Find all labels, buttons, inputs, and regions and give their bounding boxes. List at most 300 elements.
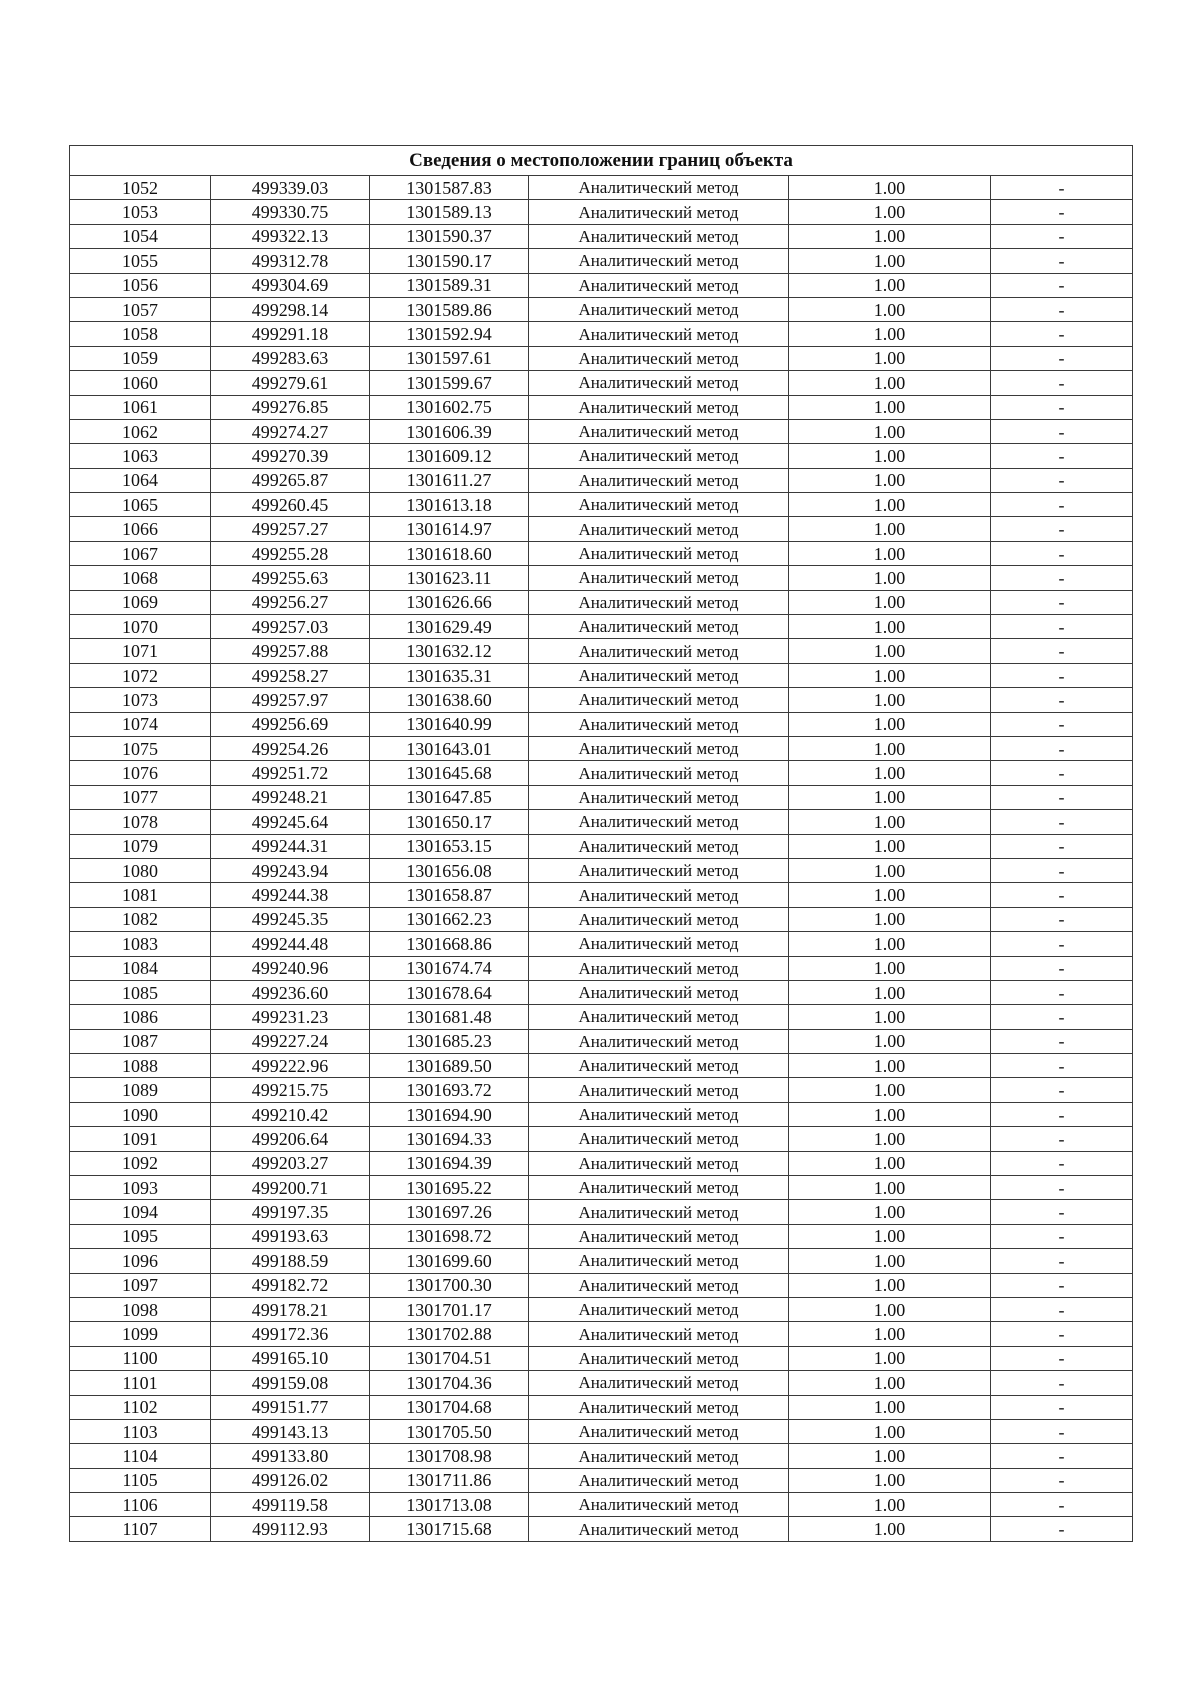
y-coordinate-cell: 1301638.60 bbox=[370, 688, 529, 712]
x-coordinate-cell: 499222.96 bbox=[211, 1054, 370, 1078]
x-coordinate-cell: 499200.71 bbox=[211, 1176, 370, 1200]
description-cell: - bbox=[991, 419, 1133, 443]
point-number-cell: 1057 bbox=[70, 297, 211, 321]
determination-method-cell: Аналитический метод bbox=[529, 566, 789, 590]
table-row bbox=[70, 1493, 1133, 1517]
description-cell: - bbox=[991, 1224, 1133, 1248]
description-cell: - bbox=[991, 1395, 1133, 1419]
accuracy-value-cell: 1.00 bbox=[789, 493, 991, 517]
description-cell: - bbox=[991, 761, 1133, 785]
table-row bbox=[70, 858, 1133, 882]
description-cell: - bbox=[991, 932, 1133, 956]
point-number-cell: 1067 bbox=[70, 541, 211, 565]
accuracy-value-cell: 1.00 bbox=[789, 1224, 991, 1248]
determination-method-cell: Аналитический метод bbox=[529, 1468, 789, 1492]
table-row bbox=[70, 419, 1133, 443]
table-row bbox=[70, 1371, 1133, 1395]
point-number-cell: 1061 bbox=[70, 395, 211, 419]
determination-method-cell: Аналитический метод bbox=[529, 688, 789, 712]
accuracy-value-cell: 1.00 bbox=[789, 712, 991, 736]
point-number-cell: 1107 bbox=[70, 1517, 211, 1541]
determination-method-cell: Аналитический метод bbox=[529, 761, 789, 785]
point-number-cell: 1076 bbox=[70, 761, 211, 785]
x-coordinate-cell: 499339.03 bbox=[211, 176, 370, 200]
table-row bbox=[70, 932, 1133, 956]
table-row bbox=[70, 712, 1133, 736]
table-row bbox=[70, 297, 1133, 321]
x-coordinate-cell: 499126.02 bbox=[211, 1468, 370, 1492]
description-cell: - bbox=[991, 1200, 1133, 1224]
x-coordinate-cell: 499231.23 bbox=[211, 1005, 370, 1029]
accuracy-value-cell: 1.00 bbox=[789, 1444, 991, 1468]
point-number-cell: 1086 bbox=[70, 1005, 211, 1029]
table-row bbox=[70, 1029, 1133, 1053]
description-cell: - bbox=[991, 1249, 1133, 1273]
y-coordinate-cell: 1301597.61 bbox=[370, 346, 529, 370]
description-cell: - bbox=[991, 200, 1133, 224]
table-row bbox=[70, 834, 1133, 858]
x-coordinate-cell: 499178.21 bbox=[211, 1297, 370, 1321]
point-number-cell: 1069 bbox=[70, 590, 211, 614]
x-coordinate-cell: 499256.69 bbox=[211, 712, 370, 736]
point-number-cell: 1063 bbox=[70, 444, 211, 468]
determination-method-cell: Аналитический метод bbox=[529, 1346, 789, 1370]
point-number-cell: 1083 bbox=[70, 932, 211, 956]
point-number-cell: 1066 bbox=[70, 517, 211, 541]
description-cell: - bbox=[991, 566, 1133, 590]
determination-method-cell: Аналитический метод bbox=[529, 639, 789, 663]
determination-method-cell: Аналитический метод bbox=[529, 1493, 789, 1517]
accuracy-value-cell: 1.00 bbox=[789, 566, 991, 590]
point-number-cell: 1103 bbox=[70, 1419, 211, 1443]
point-number-cell: 1070 bbox=[70, 615, 211, 639]
y-coordinate-cell: 1301711.86 bbox=[370, 1468, 529, 1492]
determination-method-cell: Аналитический метод bbox=[529, 932, 789, 956]
y-coordinate-cell: 1301713.08 bbox=[370, 1493, 529, 1517]
table-row bbox=[70, 1297, 1133, 1321]
point-number-cell: 1068 bbox=[70, 566, 211, 590]
x-coordinate-cell: 499248.21 bbox=[211, 785, 370, 809]
point-number-cell: 1089 bbox=[70, 1078, 211, 1102]
x-coordinate-cell: 499260.45 bbox=[211, 493, 370, 517]
y-coordinate-cell: 1301609.12 bbox=[370, 444, 529, 468]
x-coordinate-cell: 499265.87 bbox=[211, 468, 370, 492]
accuracy-value-cell: 1.00 bbox=[789, 663, 991, 687]
x-coordinate-cell: 499172.36 bbox=[211, 1322, 370, 1346]
accuracy-value-cell: 1.00 bbox=[789, 419, 991, 443]
point-number-cell: 1106 bbox=[70, 1493, 211, 1517]
y-coordinate-cell: 1301589.31 bbox=[370, 273, 529, 297]
description-cell: - bbox=[991, 224, 1133, 248]
table-row bbox=[70, 273, 1133, 297]
description-cell: - bbox=[991, 176, 1133, 200]
point-number-cell: 1053 bbox=[70, 200, 211, 224]
table-row bbox=[70, 639, 1133, 663]
y-coordinate-cell: 1301645.68 bbox=[370, 761, 529, 785]
accuracy-value-cell: 1.00 bbox=[789, 1273, 991, 1297]
description-cell: - bbox=[991, 322, 1133, 346]
y-coordinate-cell: 1301602.75 bbox=[370, 395, 529, 419]
table-row bbox=[70, 1517, 1133, 1541]
x-coordinate-cell: 499283.63 bbox=[211, 346, 370, 370]
accuracy-value-cell: 1.00 bbox=[789, 858, 991, 882]
x-coordinate-cell: 499159.08 bbox=[211, 1371, 370, 1395]
accuracy-value-cell: 1.00 bbox=[789, 371, 991, 395]
description-cell: - bbox=[991, 736, 1133, 760]
x-coordinate-cell: 499257.97 bbox=[211, 688, 370, 712]
description-cell: - bbox=[991, 688, 1133, 712]
table-row bbox=[70, 468, 1133, 492]
x-coordinate-cell: 499298.14 bbox=[211, 297, 370, 321]
accuracy-value-cell: 1.00 bbox=[789, 736, 991, 760]
table-row bbox=[70, 1224, 1133, 1248]
accuracy-value-cell: 1.00 bbox=[789, 1249, 991, 1273]
description-cell: - bbox=[991, 395, 1133, 419]
y-coordinate-cell: 1301662.23 bbox=[370, 907, 529, 931]
determination-method-cell: Аналитический метод bbox=[529, 517, 789, 541]
x-coordinate-cell: 499243.94 bbox=[211, 858, 370, 882]
table-row bbox=[70, 615, 1133, 639]
accuracy-value-cell: 1.00 bbox=[789, 273, 991, 297]
determination-method-cell: Аналитический метод bbox=[529, 322, 789, 346]
table-row bbox=[70, 1176, 1133, 1200]
x-coordinate-cell: 499210.42 bbox=[211, 1102, 370, 1126]
determination-method-cell: Аналитический метод bbox=[529, 858, 789, 882]
description-cell: - bbox=[991, 468, 1133, 492]
table-row bbox=[70, 224, 1133, 248]
determination-method-cell: Аналитический метод bbox=[529, 1102, 789, 1126]
x-coordinate-cell: 499304.69 bbox=[211, 273, 370, 297]
accuracy-value-cell: 1.00 bbox=[789, 761, 991, 785]
accuracy-value-cell: 1.00 bbox=[789, 1029, 991, 1053]
x-coordinate-cell: 499322.13 bbox=[211, 224, 370, 248]
accuracy-value-cell: 1.00 bbox=[789, 297, 991, 321]
x-coordinate-cell: 499257.27 bbox=[211, 517, 370, 541]
x-coordinate-cell: 499312.78 bbox=[211, 249, 370, 273]
accuracy-value-cell: 1.00 bbox=[789, 1468, 991, 1492]
table-row bbox=[70, 1078, 1133, 1102]
accuracy-value-cell: 1.00 bbox=[789, 1054, 991, 1078]
x-coordinate-cell: 499203.27 bbox=[211, 1151, 370, 1175]
table-row bbox=[70, 566, 1133, 590]
accuracy-value-cell: 1.00 bbox=[789, 1419, 991, 1443]
y-coordinate-cell: 1301650.17 bbox=[370, 810, 529, 834]
determination-method-cell: Аналитический метод bbox=[529, 736, 789, 760]
accuracy-value-cell: 1.00 bbox=[789, 444, 991, 468]
table-row bbox=[70, 883, 1133, 907]
point-number-cell: 1052 bbox=[70, 176, 211, 200]
accuracy-value-cell: 1.00 bbox=[789, 1371, 991, 1395]
x-coordinate-cell: 499193.63 bbox=[211, 1224, 370, 1248]
y-coordinate-cell: 1301700.30 bbox=[370, 1273, 529, 1297]
determination-method-cell: Аналитический метод bbox=[529, 1371, 789, 1395]
determination-method-cell: Аналитический метод bbox=[529, 1322, 789, 1346]
description-cell: - bbox=[991, 907, 1133, 931]
y-coordinate-cell: 1301653.15 bbox=[370, 834, 529, 858]
description-cell: - bbox=[991, 371, 1133, 395]
determination-method-cell: Аналитический метод bbox=[529, 883, 789, 907]
accuracy-value-cell: 1.00 bbox=[789, 639, 991, 663]
description-cell: - bbox=[991, 1444, 1133, 1468]
accuracy-value-cell: 1.00 bbox=[789, 1346, 991, 1370]
accuracy-value-cell: 1.00 bbox=[789, 1297, 991, 1321]
y-coordinate-cell: 1301705.50 bbox=[370, 1419, 529, 1443]
x-coordinate-cell: 499257.03 bbox=[211, 615, 370, 639]
table-row bbox=[70, 980, 1133, 1004]
point-number-cell: 1054 bbox=[70, 224, 211, 248]
determination-method-cell: Аналитический метод bbox=[529, 785, 789, 809]
determination-method-cell: Аналитический метод bbox=[529, 1224, 789, 1248]
point-number-cell: 1094 bbox=[70, 1200, 211, 1224]
determination-method-cell: Аналитический метод bbox=[529, 1176, 789, 1200]
determination-method-cell: Аналитический метод bbox=[529, 541, 789, 565]
accuracy-value-cell: 1.00 bbox=[789, 1176, 991, 1200]
accuracy-value-cell: 1.00 bbox=[789, 249, 991, 273]
y-coordinate-cell: 1301643.01 bbox=[370, 736, 529, 760]
x-coordinate-cell: 499274.27 bbox=[211, 419, 370, 443]
table-row bbox=[70, 1127, 1133, 1151]
determination-method-cell: Аналитический метод bbox=[529, 615, 789, 639]
point-number-cell: 1101 bbox=[70, 1371, 211, 1395]
x-coordinate-cell: 499270.39 bbox=[211, 444, 370, 468]
determination-method-cell: Аналитический метод bbox=[529, 371, 789, 395]
y-coordinate-cell: 1301592.94 bbox=[370, 322, 529, 346]
x-coordinate-cell: 499133.80 bbox=[211, 1444, 370, 1468]
description-cell: - bbox=[991, 810, 1133, 834]
y-coordinate-cell: 1301708.98 bbox=[370, 1444, 529, 1468]
accuracy-value-cell: 1.00 bbox=[789, 200, 991, 224]
point-number-cell: 1082 bbox=[70, 907, 211, 931]
table-row bbox=[70, 590, 1133, 614]
x-coordinate-cell: 499254.26 bbox=[211, 736, 370, 760]
point-number-cell: 1097 bbox=[70, 1273, 211, 1297]
accuracy-value-cell: 1.00 bbox=[789, 1151, 991, 1175]
table-row bbox=[70, 1200, 1133, 1224]
accuracy-value-cell: 1.00 bbox=[789, 688, 991, 712]
description-cell: - bbox=[991, 249, 1133, 273]
point-number-cell: 1093 bbox=[70, 1176, 211, 1200]
description-cell: - bbox=[991, 1322, 1133, 1346]
y-coordinate-cell: 1301699.60 bbox=[370, 1249, 529, 1273]
x-coordinate-cell: 499165.10 bbox=[211, 1346, 370, 1370]
table-title: Сведения о местоположении границ объекта bbox=[70, 146, 1133, 176]
determination-method-cell: Аналитический метод bbox=[529, 1078, 789, 1102]
y-coordinate-cell: 1301701.17 bbox=[370, 1297, 529, 1321]
accuracy-value-cell: 1.00 bbox=[789, 322, 991, 346]
determination-method-cell: Аналитический метод bbox=[529, 444, 789, 468]
y-coordinate-cell: 1301587.83 bbox=[370, 176, 529, 200]
y-coordinate-cell: 1301611.27 bbox=[370, 468, 529, 492]
determination-method-cell: Аналитический метод bbox=[529, 1054, 789, 1078]
point-number-cell: 1071 bbox=[70, 639, 211, 663]
x-coordinate-cell: 499330.75 bbox=[211, 200, 370, 224]
point-number-cell: 1098 bbox=[70, 1297, 211, 1321]
table-row bbox=[70, 371, 1133, 395]
x-coordinate-cell: 499119.58 bbox=[211, 1493, 370, 1517]
description-cell: - bbox=[991, 297, 1133, 321]
x-coordinate-cell: 499244.38 bbox=[211, 883, 370, 907]
determination-method-cell: Аналитический метод bbox=[529, 1273, 789, 1297]
accuracy-value-cell: 1.00 bbox=[789, 1102, 991, 1126]
accuracy-value-cell: 1.00 bbox=[789, 541, 991, 565]
determination-method-cell: Аналитический метод bbox=[529, 1297, 789, 1321]
table-row bbox=[70, 1054, 1133, 1078]
x-coordinate-cell: 499197.35 bbox=[211, 1200, 370, 1224]
y-coordinate-cell: 1301658.87 bbox=[370, 883, 529, 907]
x-coordinate-cell: 499256.27 bbox=[211, 590, 370, 614]
accuracy-value-cell: 1.00 bbox=[789, 810, 991, 834]
point-number-cell: 1092 bbox=[70, 1151, 211, 1175]
y-coordinate-cell: 1301626.66 bbox=[370, 590, 529, 614]
point-number-cell: 1084 bbox=[70, 956, 211, 980]
point-number-cell: 1085 bbox=[70, 980, 211, 1004]
description-cell: - bbox=[991, 1273, 1133, 1297]
description-cell: - bbox=[991, 541, 1133, 565]
y-coordinate-cell: 1301647.85 bbox=[370, 785, 529, 809]
description-cell: - bbox=[991, 1151, 1133, 1175]
table-row bbox=[70, 810, 1133, 834]
x-coordinate-cell: 499245.64 bbox=[211, 810, 370, 834]
point-number-cell: 1104 bbox=[70, 1444, 211, 1468]
accuracy-value-cell: 1.00 bbox=[789, 883, 991, 907]
x-coordinate-cell: 499188.59 bbox=[211, 1249, 370, 1273]
table-row bbox=[70, 1395, 1133, 1419]
x-coordinate-cell: 499244.31 bbox=[211, 834, 370, 858]
accuracy-value-cell: 1.00 bbox=[789, 468, 991, 492]
x-coordinate-cell: 499236.60 bbox=[211, 980, 370, 1004]
table-title-row bbox=[70, 146, 1133, 176]
x-coordinate-cell: 499291.18 bbox=[211, 322, 370, 346]
y-coordinate-cell: 1301614.97 bbox=[370, 517, 529, 541]
determination-method-cell: Аналитический метод bbox=[529, 176, 789, 200]
description-cell: - bbox=[991, 1517, 1133, 1541]
point-number-cell: 1058 bbox=[70, 322, 211, 346]
y-coordinate-cell: 1301702.88 bbox=[370, 1322, 529, 1346]
y-coordinate-cell: 1301629.49 bbox=[370, 615, 529, 639]
y-coordinate-cell: 1301695.22 bbox=[370, 1176, 529, 1200]
table-row bbox=[70, 1322, 1133, 1346]
determination-method-cell: Аналитический метод bbox=[529, 1517, 789, 1541]
determination-method-cell: Аналитический метод bbox=[529, 1200, 789, 1224]
table-row bbox=[70, 200, 1133, 224]
point-number-cell: 1105 bbox=[70, 1468, 211, 1492]
description-cell: - bbox=[991, 1346, 1133, 1370]
x-coordinate-cell: 499215.75 bbox=[211, 1078, 370, 1102]
description-cell: - bbox=[991, 663, 1133, 687]
y-coordinate-cell: 1301590.37 bbox=[370, 224, 529, 248]
description-cell: - bbox=[991, 639, 1133, 663]
table-row bbox=[70, 1273, 1133, 1297]
point-number-cell: 1088 bbox=[70, 1054, 211, 1078]
y-coordinate-cell: 1301668.86 bbox=[370, 932, 529, 956]
determination-method-cell: Аналитический метод bbox=[529, 956, 789, 980]
determination-method-cell: Аналитический метод bbox=[529, 810, 789, 834]
point-number-cell: 1087 bbox=[70, 1029, 211, 1053]
description-cell: - bbox=[991, 1419, 1133, 1443]
description-cell: - bbox=[991, 1029, 1133, 1053]
determination-method-cell: Аналитический метод bbox=[529, 1419, 789, 1443]
description-cell: - bbox=[991, 273, 1133, 297]
x-coordinate-cell: 499276.85 bbox=[211, 395, 370, 419]
accuracy-value-cell: 1.00 bbox=[789, 834, 991, 858]
determination-method-cell: Аналитический метод bbox=[529, 200, 789, 224]
description-cell: - bbox=[991, 858, 1133, 882]
accuracy-value-cell: 1.00 bbox=[789, 517, 991, 541]
y-coordinate-cell: 1301599.67 bbox=[370, 371, 529, 395]
table-row bbox=[70, 907, 1133, 931]
point-number-cell: 1072 bbox=[70, 663, 211, 687]
description-cell: - bbox=[991, 1297, 1133, 1321]
point-number-cell: 1096 bbox=[70, 1249, 211, 1273]
x-coordinate-cell: 499279.61 bbox=[211, 371, 370, 395]
y-coordinate-cell: 1301589.86 bbox=[370, 297, 529, 321]
table-row bbox=[70, 1346, 1133, 1370]
y-coordinate-cell: 1301681.48 bbox=[370, 1005, 529, 1029]
y-coordinate-cell: 1301590.17 bbox=[370, 249, 529, 273]
x-coordinate-cell: 499206.64 bbox=[211, 1127, 370, 1151]
table-row bbox=[70, 249, 1133, 273]
boundary-coordinates-table bbox=[69, 145, 1133, 1542]
determination-method-cell: Аналитический метод bbox=[529, 224, 789, 248]
determination-method-cell: Аналитический метод bbox=[529, 1249, 789, 1273]
accuracy-value-cell: 1.00 bbox=[789, 907, 991, 931]
accuracy-value-cell: 1.00 bbox=[789, 1322, 991, 1346]
determination-method-cell: Аналитический метод bbox=[529, 1444, 789, 1468]
determination-method-cell: Аналитический метод bbox=[529, 1395, 789, 1419]
y-coordinate-cell: 1301613.18 bbox=[370, 493, 529, 517]
description-cell: - bbox=[991, 590, 1133, 614]
description-cell: - bbox=[991, 1493, 1133, 1517]
point-number-cell: 1080 bbox=[70, 858, 211, 882]
point-number-cell: 1078 bbox=[70, 810, 211, 834]
table-row bbox=[70, 346, 1133, 370]
description-cell: - bbox=[991, 493, 1133, 517]
accuracy-value-cell: 1.00 bbox=[789, 785, 991, 809]
determination-method-cell: Аналитический метод bbox=[529, 712, 789, 736]
description-cell: - bbox=[991, 956, 1133, 980]
description-cell: - bbox=[991, 444, 1133, 468]
point-number-cell: 1065 bbox=[70, 493, 211, 517]
accuracy-value-cell: 1.00 bbox=[789, 224, 991, 248]
table-row bbox=[70, 1444, 1133, 1468]
description-cell: - bbox=[991, 785, 1133, 809]
y-coordinate-cell: 1301685.23 bbox=[370, 1029, 529, 1053]
y-coordinate-cell: 1301704.36 bbox=[370, 1371, 529, 1395]
description-cell: - bbox=[991, 883, 1133, 907]
y-coordinate-cell: 1301693.72 bbox=[370, 1078, 529, 1102]
accuracy-value-cell: 1.00 bbox=[789, 395, 991, 419]
point-number-cell: 1073 bbox=[70, 688, 211, 712]
y-coordinate-cell: 1301674.74 bbox=[370, 956, 529, 980]
x-coordinate-cell: 499245.35 bbox=[211, 907, 370, 931]
description-cell: - bbox=[991, 980, 1133, 1004]
accuracy-value-cell: 1.00 bbox=[789, 956, 991, 980]
x-coordinate-cell: 499255.28 bbox=[211, 541, 370, 565]
y-coordinate-cell: 1301694.39 bbox=[370, 1151, 529, 1175]
description-cell: - bbox=[991, 712, 1133, 736]
table-row bbox=[70, 1249, 1133, 1273]
determination-method-cell: Аналитический метод bbox=[529, 980, 789, 1004]
y-coordinate-cell: 1301589.13 bbox=[370, 200, 529, 224]
description-cell: - bbox=[991, 1078, 1133, 1102]
determination-method-cell: Аналитический метод bbox=[529, 419, 789, 443]
point-number-cell: 1075 bbox=[70, 736, 211, 760]
accuracy-value-cell: 1.00 bbox=[789, 980, 991, 1004]
table-row bbox=[70, 493, 1133, 517]
point-number-cell: 1055 bbox=[70, 249, 211, 273]
table-row bbox=[70, 1468, 1133, 1492]
description-cell: - bbox=[991, 615, 1133, 639]
